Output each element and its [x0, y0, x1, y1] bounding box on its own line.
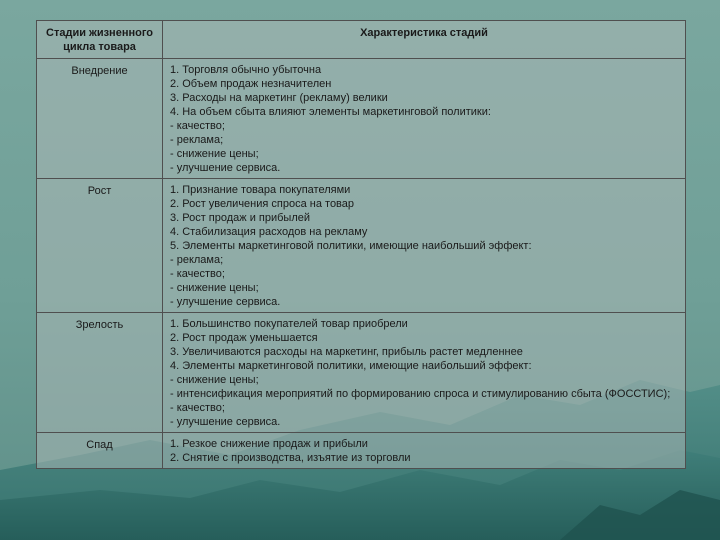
description-line: 2. Снятие с производства, изъятие из торговли [170, 452, 411, 464]
description-line: 2. Объем продаж незначителен [170, 78, 332, 90]
table-row [37, 313, 686, 433]
stage-description [163, 59, 686, 179]
description-line: - качество; [170, 120, 225, 132]
table-row [37, 59, 686, 179]
description-line: - улучшение сервиса. [170, 162, 281, 174]
stage-name: Внедрение [37, 59, 163, 179]
description-line: 1. Признание товара покупателями [170, 184, 351, 196]
description-line: 3. Увеличиваются расходы на маркетинг, прибыль растет медленнее [170, 346, 523, 358]
description-line: - улучшение сервиса. [170, 416, 281, 428]
header-characteristics: Характеристика стадий [163, 21, 686, 59]
description-line: 4. Стабилизация расходов на рекламу [170, 226, 368, 238]
stage-name: Спад [37, 433, 163, 469]
description-line: 1. Резкое снижение продаж и прибыли [170, 438, 368, 450]
description-line: 1. Торговля обычно убыточна [170, 64, 322, 76]
description-line: 2. Рост увеличения спроса на товар [170, 198, 355, 210]
stage-description [163, 179, 686, 313]
description-line: 5. Элементы маркетинговой политики, имеющие наибольший эффект: [170, 240, 532, 252]
description-line: - качество; [170, 402, 225, 414]
description-line: 4. На объем сбыта влияют элементы маркетинговой политики: [170, 106, 491, 118]
stage-name: Рост [37, 179, 163, 313]
header-stages: Стадии жизненного цикла товара [37, 21, 163, 59]
table-row [37, 179, 686, 313]
description-line: - реклама; [170, 254, 224, 266]
description-line: - реклама; [170, 134, 224, 146]
description-line: - качество; [170, 268, 225, 280]
description-line: 3. Расходы на маркетинг (рекламу) велики [170, 92, 388, 104]
table-row [37, 433, 686, 469]
description-line: 1. Большинство покупателей товар приобрели [170, 318, 408, 330]
description-line: - снижение цены; [170, 148, 259, 160]
description-line: - снижение цены; [170, 282, 259, 294]
lifecycle-table [36, 20, 686, 469]
description-line: - улучшение сервиса. [170, 296, 281, 308]
description-line: - интенсификация мероприятий по формированию спроса и стимулированию сбыта (ФОССТИС); [170, 388, 671, 400]
description-line: 2. Рост продаж уменьшается [170, 332, 318, 344]
description-line: 4. Элементы маркетинговой политики, имеющие наибольший эффект: [170, 360, 532, 372]
description-line: - снижение цены; [170, 374, 259, 386]
description-line: 3. Рост продаж и прибылей [170, 212, 311, 224]
table-header-row [37, 21, 686, 59]
stage-description [163, 313, 686, 433]
stage-name: Зрелость [37, 313, 163, 433]
stage-description [163, 433, 686, 469]
